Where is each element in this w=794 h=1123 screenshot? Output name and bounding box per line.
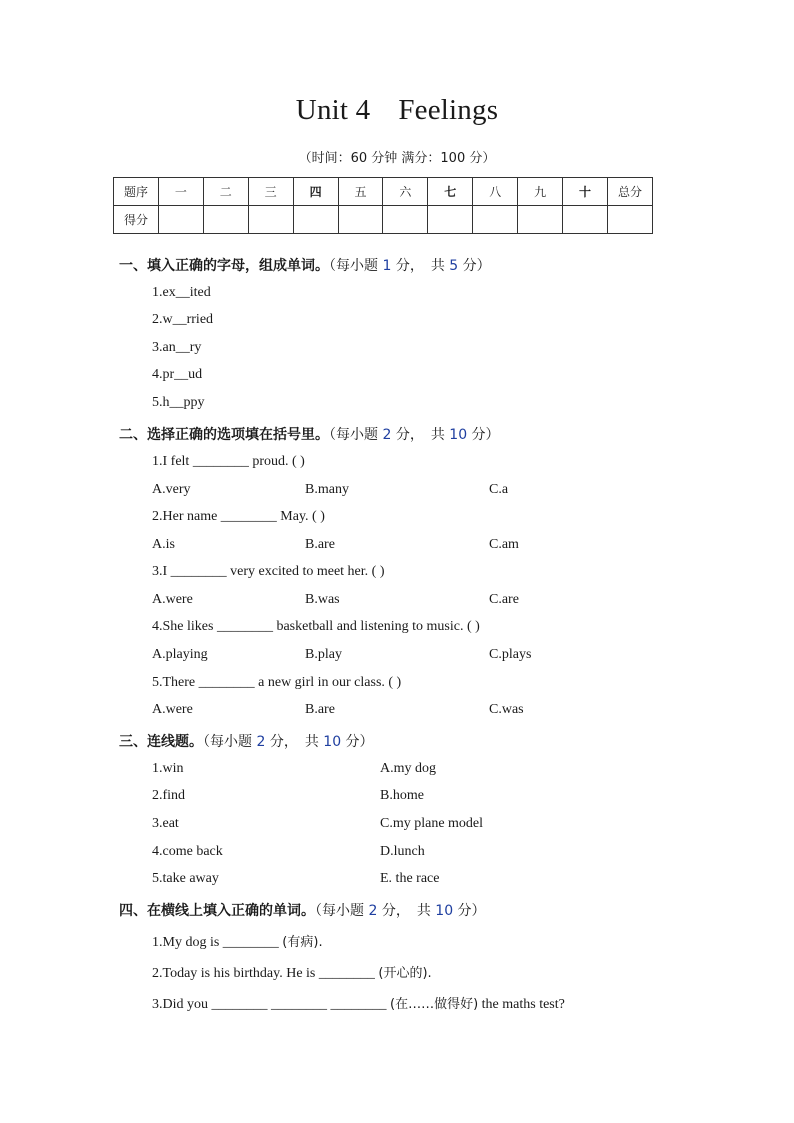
points-text: （每小题 <box>203 734 257 750</box>
section-title: 一、填入正确的字母，组成单词。 <box>119 258 329 274</box>
chinese-hint: (在……做得好) <box>390 997 479 1012</box>
exam-info: （时间：60 分钟 满分：100 分） <box>298 151 496 166</box>
option-c: C.was <box>489 702 524 717</box>
points-text: 分） <box>453 903 486 919</box>
question-text: 5.There ________ a new girl in our class. ( ) <box>152 675 402 690</box>
points-number: 2 <box>382 427 392 443</box>
option-b: B.are <box>305 537 335 552</box>
score-cell-8: 八 <box>473 178 518 206</box>
points-number: 10 <box>435 903 454 919</box>
section-title: 二、选择正确的选项填在括号里。 <box>119 427 329 443</box>
match-left-item: 1.win <box>152 761 184 776</box>
points-number: 2 <box>368 903 378 919</box>
score-cell-label: 题序 <box>114 178 159 206</box>
section-4-heading <box>119 900 486 920</box>
score-input-cell[interactable] <box>518 206 563 234</box>
option-c: C.are <box>489 592 519 607</box>
points-text: 分） <box>458 258 491 274</box>
chinese-hint: (开心的). <box>378 966 432 981</box>
chinese-hint: (有病). <box>282 935 323 950</box>
match-right-item: C.my plane model <box>380 816 484 831</box>
score-cell-2: 二 <box>203 178 248 206</box>
score-table-header-row <box>114 178 653 206</box>
score-cell-7: 七 <box>428 178 473 206</box>
match-left-item: 2.find <box>152 788 186 803</box>
fill-in-question <box>152 993 565 1013</box>
word-item: 2.w__rried <box>152 312 214 327</box>
score-cell-9: 九 <box>518 178 563 206</box>
points-text: （每小题 <box>329 427 383 443</box>
score-input-cell[interactable] <box>428 206 473 234</box>
section-title: 四、在横线上填入正确的单词。 <box>119 903 315 919</box>
score-input-cell[interactable] <box>563 206 608 234</box>
match-left-item: 5.take away <box>152 871 219 886</box>
section-title: 三、连线题。 <box>119 734 203 750</box>
score-input-cell[interactable] <box>607 206 652 234</box>
points-text: 分， 共 <box>265 734 324 750</box>
points-text: （每小题 <box>329 258 383 274</box>
option-b: B.are <box>305 702 335 717</box>
question-text: the maths test? <box>478 997 565 1012</box>
score-table <box>113 177 653 234</box>
question-text: 3.Did you ________ ________ ________ <box>152 997 390 1012</box>
question-text: 2.Her name ________ May. ( ) <box>152 509 325 524</box>
question-text: 3.I ________ very excited to meet her. ( ) <box>152 564 385 579</box>
section-3-heading <box>119 731 374 751</box>
title-unit: Unit 4 <box>295 94 371 126</box>
score-row-label: 得分 <box>114 206 159 234</box>
match-right-item: E. the race <box>380 871 440 886</box>
option-b: B.was <box>305 592 340 607</box>
question-text: 4.She likes ________ basketball and listening to music. ( ) <box>152 619 480 634</box>
section-1-heading <box>119 255 491 275</box>
word-item: 3.an__ry <box>152 340 202 355</box>
title-name: Feelings <box>398 94 499 126</box>
option-a: A.playing <box>152 647 208 662</box>
option-c: C.plays <box>489 647 532 662</box>
option-b: B.play <box>305 647 342 662</box>
word-item: 1.ex__ited <box>152 285 211 300</box>
option-c: C.am <box>489 537 519 552</box>
points-text: 分， 共 <box>391 258 450 274</box>
score-input-cell[interactable] <box>158 206 203 234</box>
option-a: A.very <box>152 482 191 497</box>
word-item: 4.pr__ud <box>152 367 203 382</box>
score-input-cell[interactable] <box>383 206 428 234</box>
points-number: 1 <box>382 258 392 274</box>
option-b: B.many <box>305 482 349 497</box>
points-text: 分） <box>341 734 374 750</box>
match-left-item: 4.come back <box>152 844 223 859</box>
section-2-heading <box>119 424 500 444</box>
fill-in-question <box>152 931 323 951</box>
option-a: A.is <box>152 537 175 552</box>
fill-in-question <box>152 962 432 982</box>
question-text: 1.I felt ________ proud. ( ) <box>152 454 305 469</box>
option-a: A.were <box>152 592 193 607</box>
score-cell-10: 十 <box>563 178 608 206</box>
score-input-cell[interactable] <box>293 206 338 234</box>
score-cell-total: 总分 <box>607 178 652 206</box>
score-input-cell[interactable] <box>473 206 518 234</box>
word-item: 5.h__ppy <box>152 395 205 410</box>
score-table-score-row <box>114 206 653 234</box>
question-text: 2.Today is his birthday. He is ________ <box>152 966 379 981</box>
match-right-item: A.my dog <box>380 761 436 776</box>
score-cell-5: 五 <box>338 178 383 206</box>
page-title <box>0 94 794 127</box>
points-number: 5 <box>449 258 459 274</box>
score-input-cell[interactable] <box>203 206 248 234</box>
points-text: （每小题 <box>315 903 369 919</box>
points-number: 2 <box>256 734 266 750</box>
score-input-cell[interactable] <box>338 206 383 234</box>
match-right-item: B.home <box>380 788 424 803</box>
points-text: 分） <box>467 427 500 443</box>
question-text: 1.My dog is ________ <box>152 935 283 950</box>
option-a: A.were <box>152 702 193 717</box>
score-cell-3: 三 <box>248 178 293 206</box>
score-cell-6: 六 <box>383 178 428 206</box>
points-text: 分， 共 <box>377 903 436 919</box>
score-cell-4: 四 <box>293 178 338 206</box>
score-cell-1: 一 <box>158 178 203 206</box>
option-c: C.a <box>489 482 509 497</box>
match-right-item: D.lunch <box>380 844 425 859</box>
match-left-item: 3.eat <box>152 816 179 831</box>
points-number: 10 <box>323 734 342 750</box>
points-number: 10 <box>449 427 468 443</box>
points-text: 分， 共 <box>391 427 450 443</box>
score-input-cell[interactable] <box>248 206 293 234</box>
